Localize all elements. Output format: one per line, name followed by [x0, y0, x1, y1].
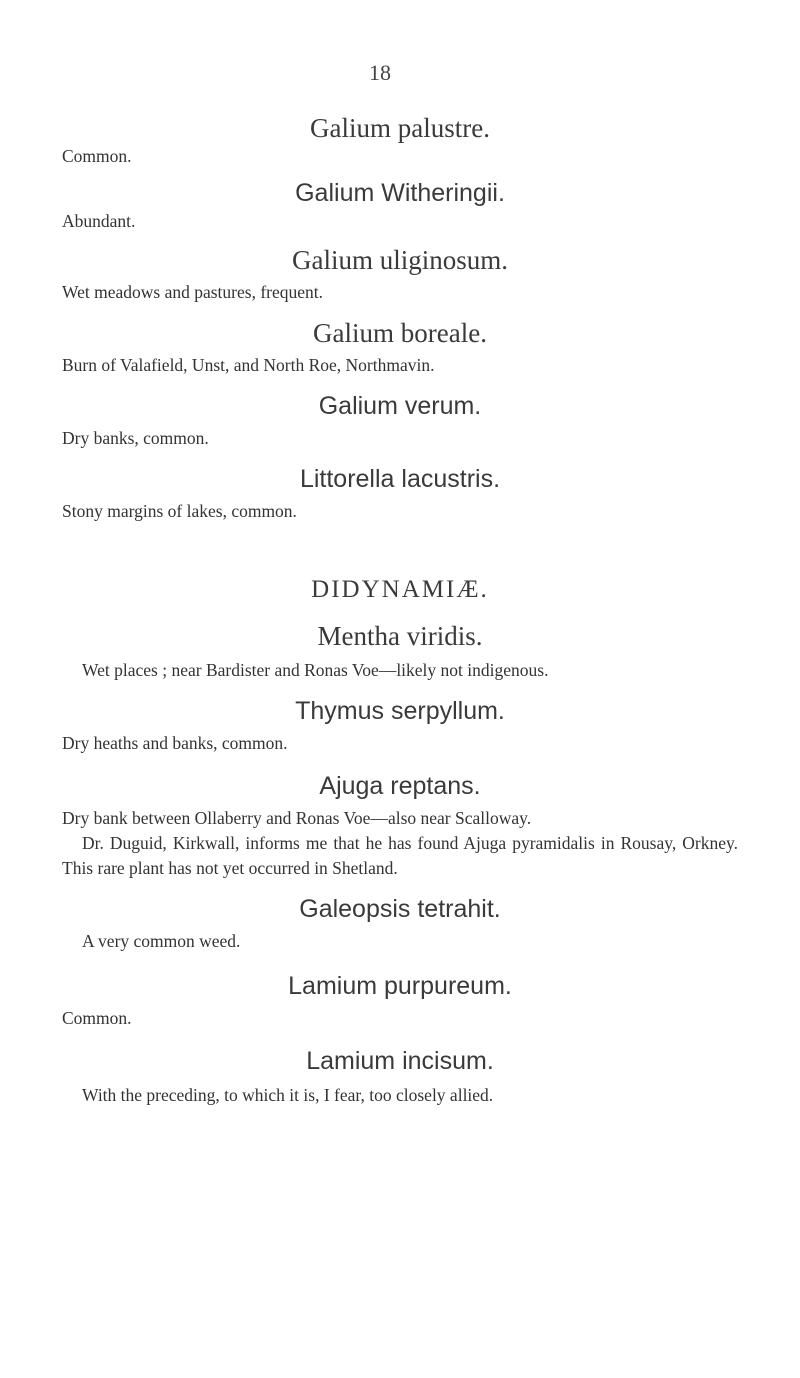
species-note: Dry bank between Ollaberry and Ronas Voe—also near Scalloway.	[62, 808, 532, 828]
species-name: Ajuga reptans.	[319, 772, 481, 800]
species-name: Lamium incisum.	[306, 1047, 494, 1075]
species-note: Dry heaths and banks, common.	[62, 733, 288, 753]
species-note: Abundant.	[62, 211, 136, 231]
species-note: Wet meadows and pastures, frequent.	[62, 282, 324, 302]
species-note: Burn of Valafield, Unst, and North Roe, Northmavin.	[62, 355, 435, 375]
species-name: Thymus serpyllum.	[295, 697, 505, 725]
species-note: Wet places ; near Bardister and Ronas Voe—likely not indigenous.	[82, 660, 549, 680]
species-name: Galium boreale.	[313, 318, 487, 348]
species-note: Dry banks, common.	[62, 428, 209, 448]
species-name: Galium palustre.	[310, 113, 490, 143]
species-note: Stony margins of lakes, common.	[62, 501, 297, 521]
species-note: A very common weed.	[82, 931, 241, 951]
section-heading: DIDYNAMIÆ.	[311, 576, 489, 603]
species-name: Galium Witheringii.	[295, 179, 505, 207]
species-additional-note: Dr. Duguid, Kirkwall, informs me that he has found Ajuga pyramidalis in Rousay, Orkney. This rare plant has not yet occurred in Shetland.	[62, 833, 738, 878]
species-name: Mentha viridis.	[317, 621, 483, 651]
species-name: Galeopsis tetrahit.	[299, 895, 501, 923]
species-note: With the preceding, to which it is, I fear, too closely allied.	[82, 1085, 494, 1105]
species-note: Common.	[62, 146, 132, 166]
species-name: Littorella lacustris.	[299, 465, 501, 493]
species-name: Galium uliginosum.	[292, 245, 508, 275]
page-number: 18	[369, 60, 391, 85]
species-name: Galium verum.	[318, 392, 482, 420]
page-text	[62, 110, 738, 1108]
species-note: Common.	[62, 1008, 132, 1028]
species-name: Lamium purpureum.	[288, 972, 512, 1000]
